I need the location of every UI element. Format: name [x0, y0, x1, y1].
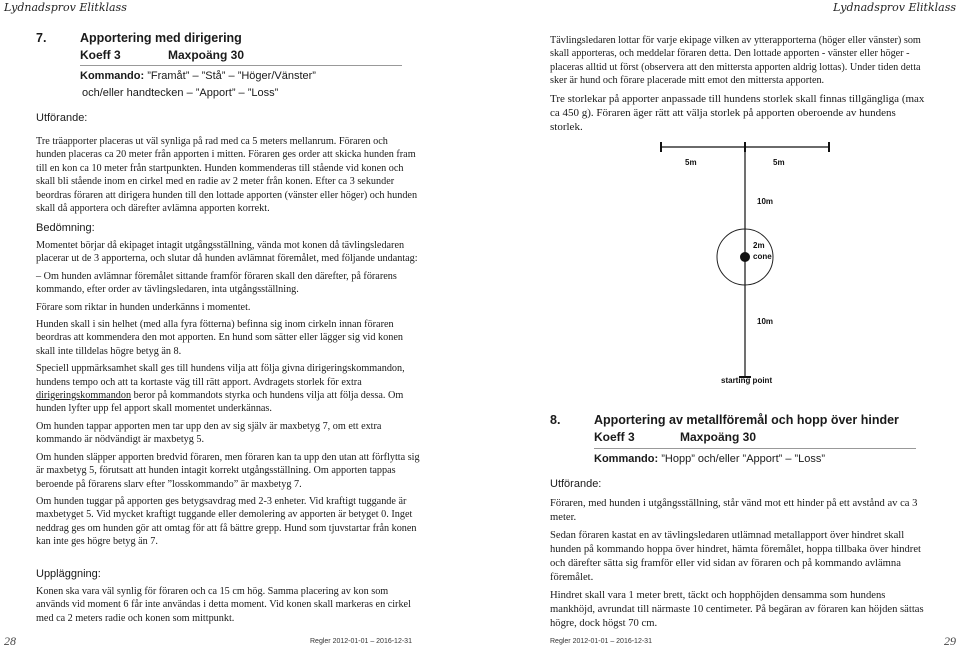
- utforande-paragraph: Tre träapporter placeras ut väl synliga på rad med ca 5 meters mellanrum. Föraren och hunden placeras ca 20 meter från apporten i mitten. Föraren ges order att skicka hunden fram till en kon ca 10 meter från startpunkten. Hunden kommenderas till stående vid konen och skall bli stående inom en cirkel med en radie av 2 meter från konen. Efter ca 3 sekunder beordras föraren att dirigera hunden till den lottade apporten (vänster eller höger) och hunden skall då apportera och därefter avlämna apporten korrekt.: [36, 136, 418, 215]
- section-7-command-line: [80, 68, 316, 85]
- upplaggning-label: Uppläggning:: [36, 568, 101, 580]
- section-8-p2: Sedan föraren kastat en av tävlingsledaren utlämnad metallapport över hindret skall hunden på kommando hoppa över hindret, hämta föremålet, hoppa tillbaka över hindret och därefter sätta sig framför eller vid sidan av föraren och på kommando avlämna föremålet.: [550, 530, 921, 583]
- command-text-8: ”Hopp” och/eller ”Apport” – ”Loss”: [661, 453, 826, 465]
- upplaggning-p1: Konen ska vara väl synlig för föraren och ca 15 cm hög. Samma placering av kon som används vid moment 6 får inte användas i detta moment. Vid konen skall markeras en cirkel med ca 2 meters radie och konen som mittpunkt.: [36, 586, 411, 624]
- section-7-title: Apportering med dirigering: [80, 31, 242, 45]
- bedomning-p4: Hunden skall i sin helhet (med alla fyra fötterna) befinna sig inom cirkeln innan föraren beordras att kommendera den mot apporten. En hund som sätter eller lägger sig vid konen skall inte tilldelas högre betyg än 8.: [36, 319, 403, 357]
- bedomning-text: [36, 239, 420, 553]
- course-diagram: [645, 132, 855, 392]
- bedomning-p6: Om hunden tappar apporten men tar upp den av sig själv är maxbetyg 7, om ett extra kommando är nödvändigt är maxbetyg 5.: [36, 420, 382, 446]
- command-text: ”Framåt” – ”Stå” – ”Höger/Vänster”: [147, 70, 316, 82]
- utforande-label: Utförande:: [36, 112, 88, 124]
- section-8-koeff: Koeff 3: [594, 430, 635, 444]
- intro-p2: Tre storlekar på apporter anpassade till hundens storlek skall finnas tillgängliga (max ca 450 g). Föraren äger rätt att välja storlek på apporten oberoende av hundens storlek.: [550, 92, 925, 133]
- section-8-number: 8.: [550, 413, 561, 427]
- label-starting-point: starting point: [721, 376, 773, 385]
- command-label-8: Kommando:: [594, 453, 659, 465]
- bedomning-p2: – Om hunden avlämnar föremålet sittande framför föraren skall den därefter, på förarens kommando, efter order av tävlingsledaren, inta utgångsställning.: [36, 270, 397, 296]
- intro-text: [550, 34, 928, 138]
- page-number-right: 29: [944, 634, 956, 648]
- section-8-command-line: [594, 451, 825, 468]
- label-5m-left: 5m: [685, 158, 697, 167]
- section-8-p3: Hindret skall vara 1 meter brett, täckt och hopphöjden densamma som hundens mankhöjd, avrundat till närmaste 10 centimeter. På begäran av föraren kan höjden sättas högre, dock högst 70 cm.: [550, 590, 924, 629]
- page-number-left: 28: [4, 634, 16, 648]
- intro-p1: Tävlingsledaren lottar för varje ekipage vilken av ytterapporterna (höger eller vänster) som skall apporteras, och meddelar föraren detta. Den lottade apporten - vänster eller höger - placeras alltid ut först (observera att den mittersta apporten aldrig lottas). Under tiden detta sker är hund och förare placerade mitt emot den mittersta apporten.: [550, 35, 921, 87]
- bedomning-p3: Förare som riktar in hunden underkänns i momentet.: [36, 301, 251, 313]
- section-8-text: [550, 497, 928, 635]
- label-cone: cone: [753, 252, 772, 261]
- bedomning-p8: Om hunden tuggar på apporten ges betygsavdrag med 2-3 enheter. Vid kraftigt tuggande är maxbetyget 5. Vid mycket kraftigt tuggande eller demolering av apporten är betyget 0. Inget neddrag ges om hunden gör att omtag för att få bättre grepp. Hund som tjuvstartar från konen kan inte ges högre betyg än 7.: [36, 495, 417, 548]
- command-label: Kommando:: [80, 70, 145, 82]
- section-7-maxpoang: Maxpoäng 30: [168, 48, 245, 62]
- footer-left: Regler 2012-01-01 – 2016-12-31: [310, 638, 412, 645]
- bedomning-p5-underlined: dirigeringskommandon: [36, 390, 132, 402]
- section-8-title: Apportering av metallföremål och hopp över hinder: [594, 413, 899, 427]
- utforande-label-8: Utförande:: [550, 478, 602, 490]
- running-header-right: Lydnadsprov Elitklass: [833, 1, 956, 14]
- bedomning-p7: Om hunden släpper apporten bredvid föraren, men föraren kan ta upp den utan att förflytta sig är maxbetyg 5, förutsatt att hunden intagit korrekt utgångsställning. Om apporten tappas beroende på förarens slarv efter ”losskommando” är maxbetyg 7.: [36, 451, 420, 490]
- bedomning-p5-b: beror på kommandots styrka och hundens vilja att följa dessa. Om hunden lyfter upp fel apport skall momentet underkännas.: [36, 390, 404, 415]
- section-7-number: 7.: [36, 31, 47, 45]
- label-5m-right: 5m: [773, 158, 785, 167]
- right-page: [480, 0, 960, 650]
- section-7-rule: [80, 65, 402, 66]
- bedomning-p1: Momentet börjar då ekipaget intagit utgångsställning, vända mot konen då tävlingsledaren placerar ut de 3 apporterna, och slutar då hunden avlämnat föremålet, med följande undantag:: [36, 240, 418, 265]
- section-8-rule: [594, 448, 916, 449]
- bedomning-p5: [36, 362, 420, 416]
- bedomning-label: Bedömning:: [36, 222, 95, 234]
- footer-right: Regler 2012-01-01 – 2016-12-31: [550, 638, 652, 645]
- bedomning-p5-a: Speciell uppmärksamhet skall ges till hundens vilja att följa givna dirigeringskommandon, hundens tempo och att ta kortaste väg till rätt apport. Avdragets storlek för extra: [36, 363, 405, 388]
- running-header-left: Lydnadsprov Elitklass: [4, 1, 127, 14]
- label-10m-bottom: 10m: [757, 317, 774, 326]
- label-2m: 2m: [753, 241, 765, 250]
- section-8-p1: Föraren, med hunden i utgångsställning, står vänd mot ett hinder på ett avstånd av ca 3 meter.: [550, 498, 918, 523]
- command-text-2: och/eller handtecken – ”Apport” – ”Loss”: [82, 87, 279, 99]
- section-7-koeff: Koeff 3: [80, 48, 121, 62]
- section-8-maxpoang: Maxpoäng 30: [680, 430, 757, 444]
- utforande-text: [36, 135, 420, 219]
- upplaggning-text: [36, 585, 420, 629]
- label-10m-top: 10m: [757, 197, 774, 206]
